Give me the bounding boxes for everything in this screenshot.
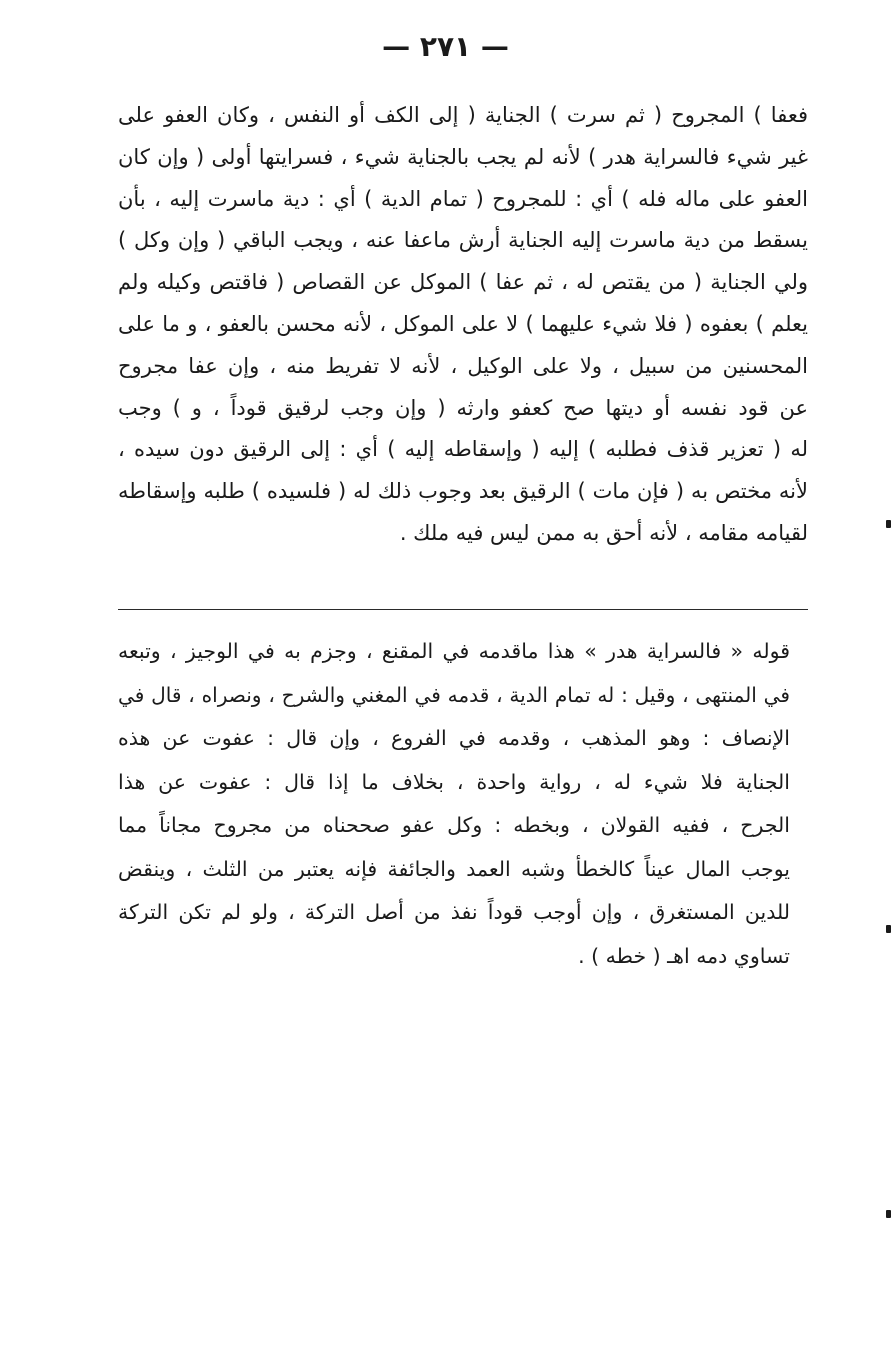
footnote-divider (118, 609, 808, 610)
binding-mark (886, 1210, 891, 1218)
footnote-line: يوجب المال عيناً كالخطأ وشبه العمد والجائفة فإنه يعتبر من الثلث ، وينقض (118, 856, 790, 881)
binding-mark (886, 520, 891, 528)
footnote-line: تساوي دمه اهـ ( خطه ) . (578, 943, 790, 968)
main-text-line: له ( تعزير قذف فطلبه ) إليه ( وإسقاطه إليه ) أي : إلى الرقيق دون سيده ، (118, 437, 808, 462)
main-text-line: المحسنين من سبيل ، ولا على الوكيل ، لأنه لا تفريط منه ، وإن عفا مجروح (118, 353, 808, 378)
footnote-block (118, 630, 790, 978)
page-number: — ٢٧١ — (382, 30, 509, 63)
binding-mark (886, 925, 891, 933)
main-text-line: لقيامه مقامه ، لأنه أحق به ممن ليس فيه ملك . (399, 520, 808, 545)
main-text-line: يعلم ) بعفوه ( فلا شيء عليهما ) لا على الموكل ، لأنه محسن بالعفو ، و ما على (118, 311, 808, 336)
footnote-line: في المنتهى ، وقيل : له تمام الدية ، قدمه في المغني والشرح ، ونصراه ، قال في (118, 682, 790, 707)
footnote-line: الإنصاف : وهو المذهب ، وقدمه في الفروع ، وإن قال : عفوت عن هذه (118, 726, 790, 750)
main-text-line: لأنه مختص به ( فإن مات ) الرقيق بعد وجوب ذلك له ( فلسيده ) طلبه وإسقاطه (118, 479, 808, 504)
main-text-line: يسقط من دية ماسرت إليه الجناية أرش ماعفا عنه ، ويجب الباقي ( وإن وكل ) (118, 228, 808, 253)
main-text-line: العفو على ماله فله ) أي : للمجروح ( تمام الدية ) أي : دية ماسرت إليه ، بأن (118, 186, 808, 211)
footnote-line: للدين المستغرق ، وإن أوجب قوداً نفذ من أصل التركة ، ولو لم تكن التركة (118, 900, 790, 924)
footnote-line: قوله « فالسراية هدر » هذا ماقدمه في المقنع ، وجزم به في الوجيز ، وتبعه (118, 639, 790, 663)
main-text-line: فعفا ) المجروح ( ثم سرت ) الجناية ( إلى الكف أو النفس ، وكان العفو على (118, 103, 808, 127)
main-text-block (118, 95, 808, 555)
main-text-line: عن قود نفسه أو ديتها صح كعفو وارثه ( وإن وجب لرقيق قوداً ، و ) وجب (118, 395, 808, 420)
footnote-line: الجرح ، ففيه القولان ، وبخطه : وكل عفو صححناه من مجروح مجاناً مما (118, 813, 790, 837)
footnote-line: الجناية فلا شيء له ، رواية واحدة ، بخلاف ما إذا قال : عفوت عن هذا (118, 769, 790, 794)
main-text-line: غير شيء فالسراية هدر ) لأنه لم يجب بالجناية شيء ، فسرايتها أولى ( وإن كان (118, 144, 808, 169)
main-text-line: ولي الجناية ( من يقتص له ، ثم عفا ) الموكل عن القصاص ( فاقتص وكيله ولم (118, 270, 808, 295)
